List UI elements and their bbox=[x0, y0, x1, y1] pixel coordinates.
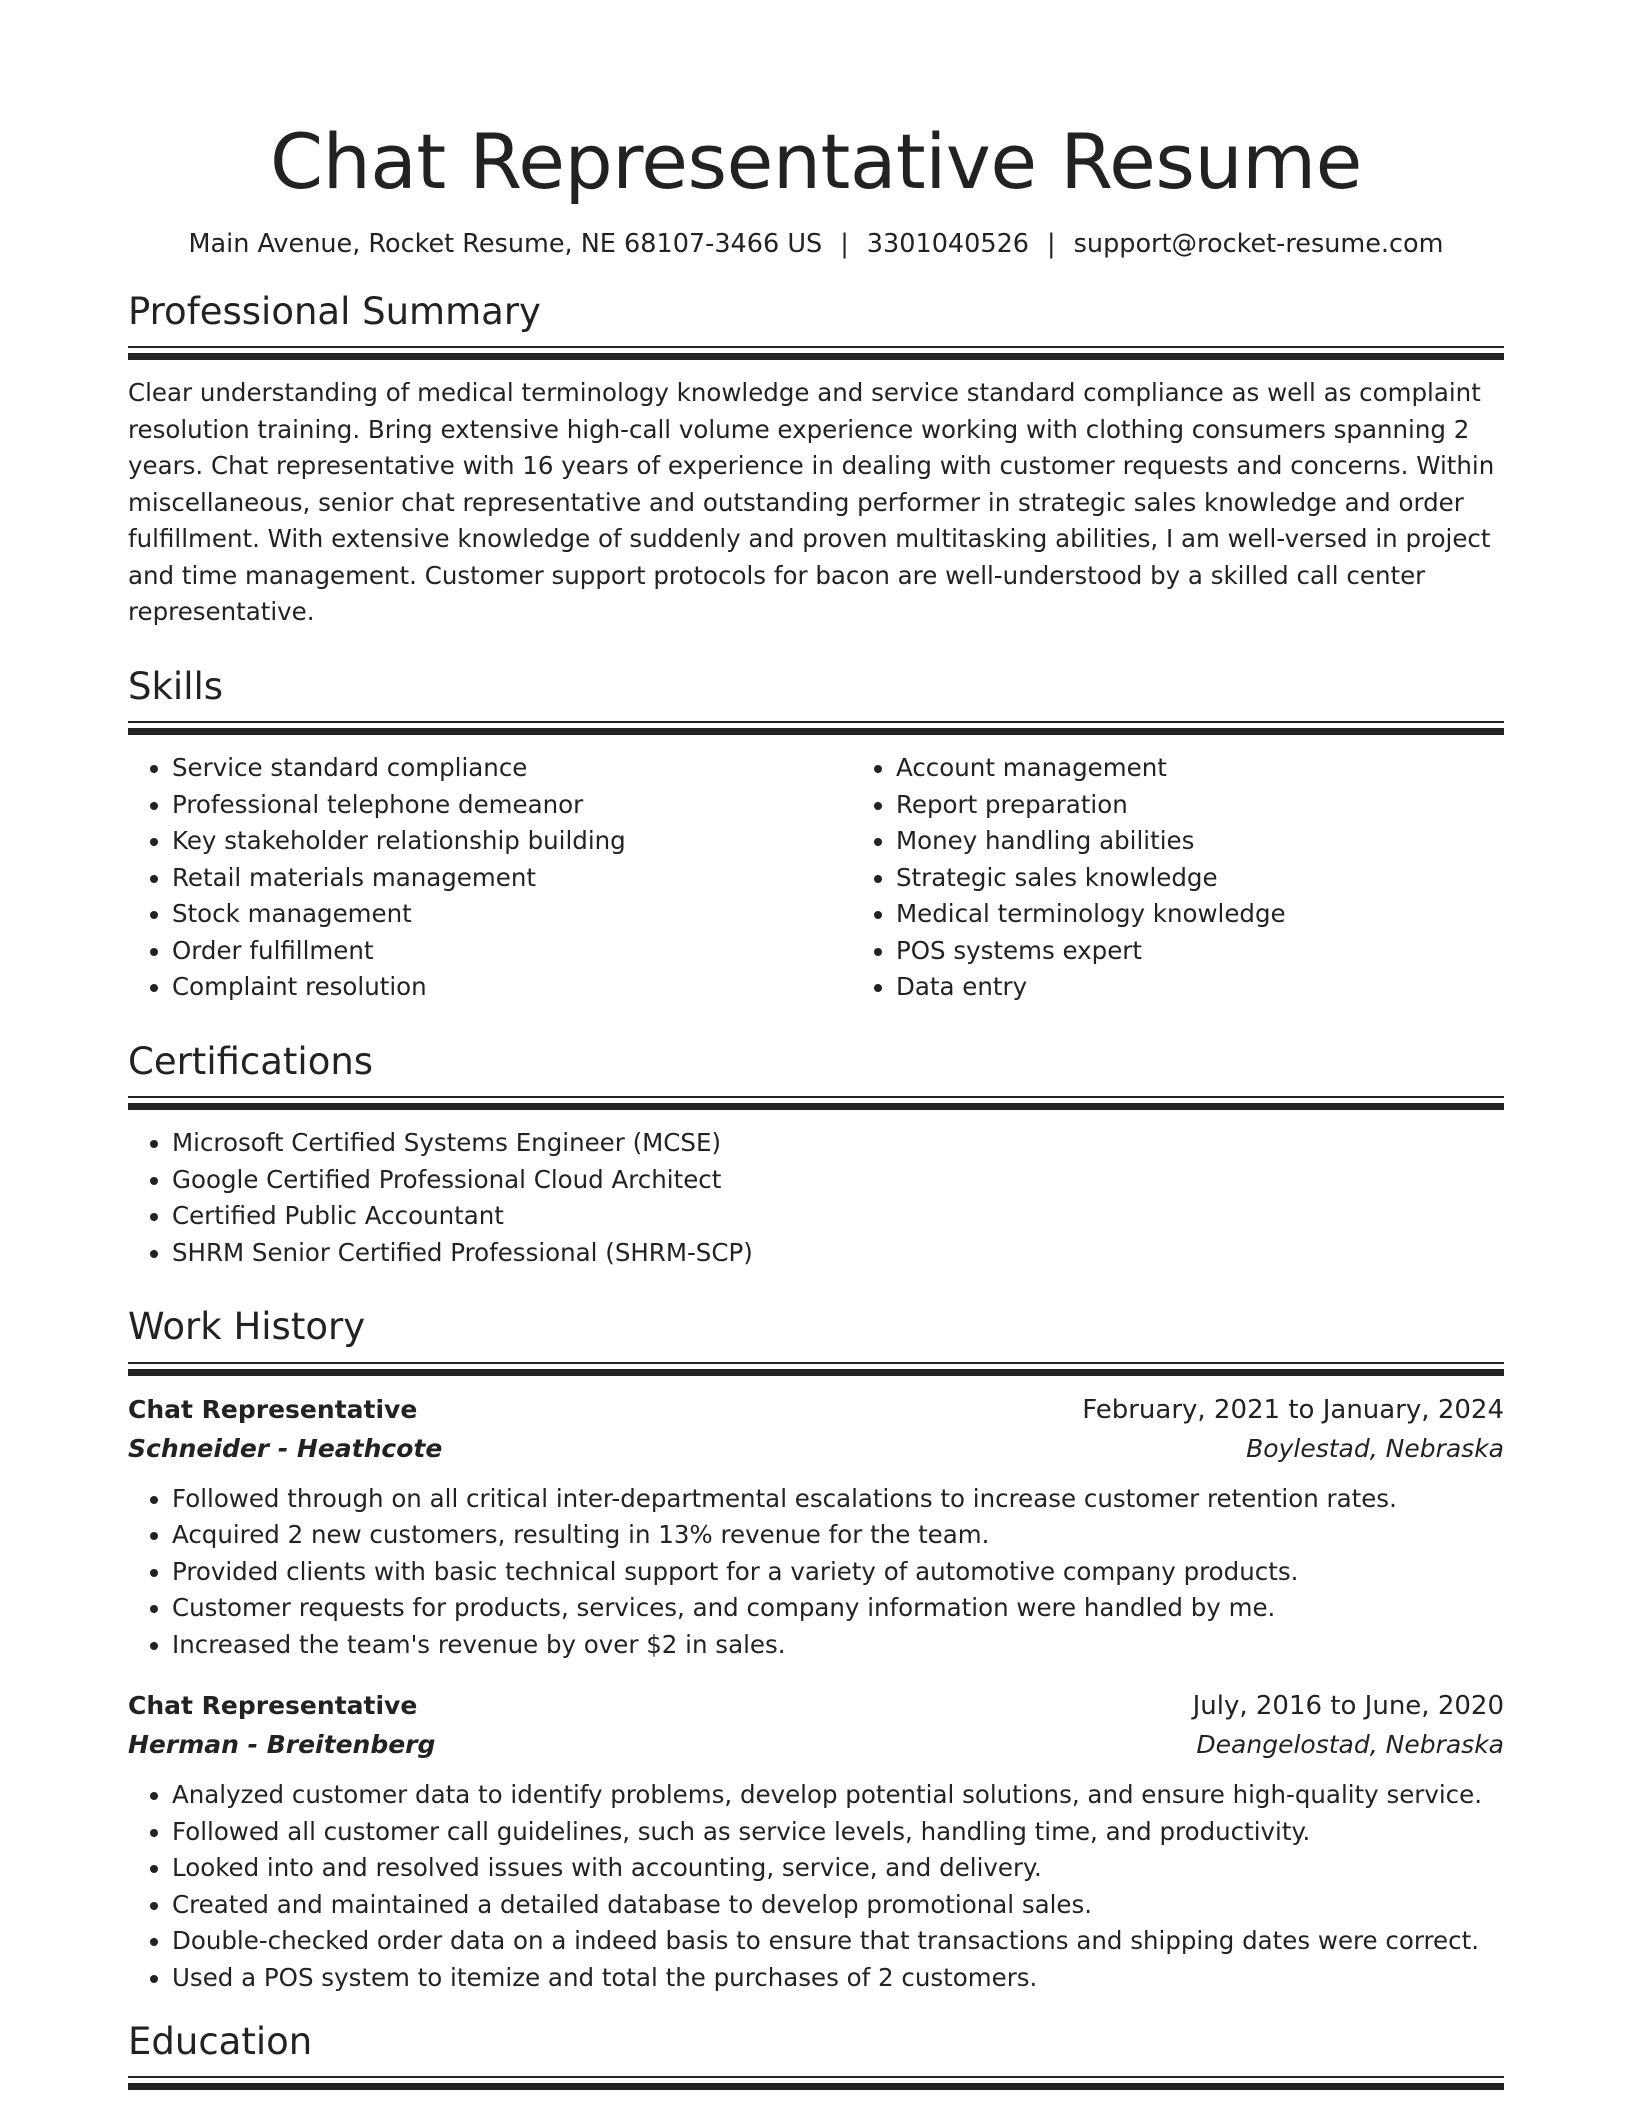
section-divider bbox=[128, 1096, 1504, 1111]
section-title-skills: Skills bbox=[128, 664, 224, 708]
section-title-education: Education bbox=[128, 2020, 313, 2064]
job-bullet: • Used a POS system to itemize and total the purchases of 2 customers. bbox=[172, 1960, 1504, 1997]
job-bullet: • Looked into and resolved issues with accounting, service, and delivery. bbox=[172, 1850, 1504, 1887]
skills-list-right bbox=[852, 750, 1504, 1006]
skill-item: • Professional telephone demeanor bbox=[172, 787, 852, 824]
contact-line bbox=[128, 229, 1504, 260]
contact-address: Main Avenue, Rocket Resume, NE 68107-3466 US bbox=[188, 229, 823, 260]
job-subheader bbox=[128, 1429, 1504, 1469]
job-bullet: • Customer requests for products, services, and company information were handled by me. bbox=[172, 1590, 1504, 1627]
job-header bbox=[128, 1391, 1504, 1429]
job-bullet: • Analyzed customer data to identify problems, develop potential solutions, and ensure high-quality service. bbox=[172, 1777, 1504, 1814]
job-dates: July, 2016 to June, 2020 bbox=[1192, 1691, 1504, 1722]
skill-item: • Service standard compliance bbox=[172, 750, 852, 787]
job-dates: February, 2021 to January, 2024 bbox=[1082, 1394, 1504, 1425]
skill-item: • Money handling abilities bbox=[896, 823, 1504, 860]
work-history-section bbox=[128, 1305, 1504, 1996]
education-section bbox=[128, 2020, 1504, 2091]
job-entry bbox=[128, 1391, 1504, 1664]
skill-item: • Order fulfillment bbox=[172, 933, 852, 970]
job-bullet: • Acquired 2 new customers, resulting in 13% revenue for the team. bbox=[172, 1517, 1504, 1554]
skill-item: • POS systems expert bbox=[896, 933, 1504, 970]
job-bullet: • Double-checked order data on a indeed basis to ensure that transactions and shipping dates were correct. bbox=[172, 1923, 1504, 1960]
skill-item: • Complaint resolution bbox=[172, 969, 852, 1006]
job-title: Chat Representative bbox=[128, 1691, 418, 1721]
resume-title: Chat Representative Resume bbox=[270, 117, 1362, 206]
skill-item: • Stock management bbox=[172, 896, 852, 933]
certification-item: • Certified Public Accountant bbox=[172, 1198, 1504, 1235]
job-bullet: • Provided clients with basic technical support for a variety of automotive company products. bbox=[172, 1554, 1504, 1591]
job-subheader bbox=[128, 1725, 1504, 1765]
section-title-work-history: Work History bbox=[128, 1305, 366, 1349]
skill-item: • Medical terminology knowledge bbox=[896, 896, 1504, 933]
job-company: Schneider - Heathcote bbox=[128, 1433, 443, 1463]
job-header bbox=[128, 1687, 1504, 1725]
job-bullets bbox=[128, 1481, 1504, 1664]
section-divider bbox=[128, 721, 1504, 736]
summary-section bbox=[128, 290, 1504, 631]
section-divider bbox=[128, 346, 1504, 361]
summary-text: Clear understanding of medical terminology knowledge and service standard compliance as well as complaint resolution training. Bring extensive high-call volume experience working with clothing consumers spanning 2 years. Chat representative with 16 years of experience in dealing with customer requests and concerns. Within miscellaneous, senior chat representative and outstanding performer in strategic sales knowledge and order fulfillment. With extensive knowledge of suddenly and proven multitasking abilities, I am well-versed in project and time management. Customer support protocols for bacon are well-understood by a skilled call center representative. bbox=[128, 378, 1495, 627]
section-divider bbox=[128, 1362, 1504, 1377]
skill-item: • Strategic sales knowledge bbox=[896, 860, 1504, 897]
skills-grid bbox=[128, 750, 1504, 1006]
job-bullet: • Followed all customer call guidelines, such as service levels, handling time, and productivity. bbox=[172, 1814, 1504, 1851]
job-bullets bbox=[128, 1777, 1504, 1996]
section-title-summary: Professional Summary bbox=[128, 289, 541, 333]
certification-item: • Microsoft Certified Systems Engineer (MCSE) bbox=[172, 1125, 1504, 1162]
job-location: Boylestad, Nebraska bbox=[1246, 1433, 1504, 1463]
job-location: Deangelostad, Nebraska bbox=[1196, 1730, 1504, 1760]
skill-item: • Data entry bbox=[896, 969, 1504, 1006]
contact-separator: | bbox=[1047, 229, 1056, 260]
skill-item: • Report preparation bbox=[896, 787, 1504, 824]
contact-phone: 3301040526 bbox=[866, 229, 1030, 260]
section-title-certifications: Certifications bbox=[128, 1039, 374, 1083]
skill-item: • Key stakeholder relationship building bbox=[172, 823, 852, 860]
skills-list-left bbox=[128, 750, 852, 1006]
job-bullet: • Followed through on all critical inter-departmental escalations to increase customer retention rates. bbox=[172, 1481, 1504, 1518]
job-entry bbox=[128, 1687, 1504, 1996]
job-bullet: • Increased the team's revenue by over $2 in sales. bbox=[172, 1627, 1504, 1664]
job-company: Herman - Breitenberg bbox=[128, 1730, 436, 1760]
job-title: Chat Representative bbox=[128, 1394, 418, 1424]
contact-email: support@rocket-resume.com bbox=[1073, 229, 1444, 260]
certifications-list bbox=[128, 1125, 1504, 1271]
contact-separator: | bbox=[840, 229, 849, 260]
certifications-section bbox=[128, 1040, 1504, 1271]
section-divider bbox=[128, 2076, 1504, 2091]
job-bullet: • Created and maintained a detailed database to develop promotional sales. bbox=[172, 1887, 1504, 1924]
skill-item: • Retail materials management bbox=[172, 860, 852, 897]
skill-item: • Account management bbox=[896, 750, 1504, 787]
certification-item: • Google Certified Professional Cloud Architect bbox=[172, 1162, 1504, 1199]
skills-section bbox=[128, 665, 1504, 1006]
certification-item: • SHRM Senior Certified Professional (SHRM-SCP) bbox=[172, 1235, 1504, 1272]
